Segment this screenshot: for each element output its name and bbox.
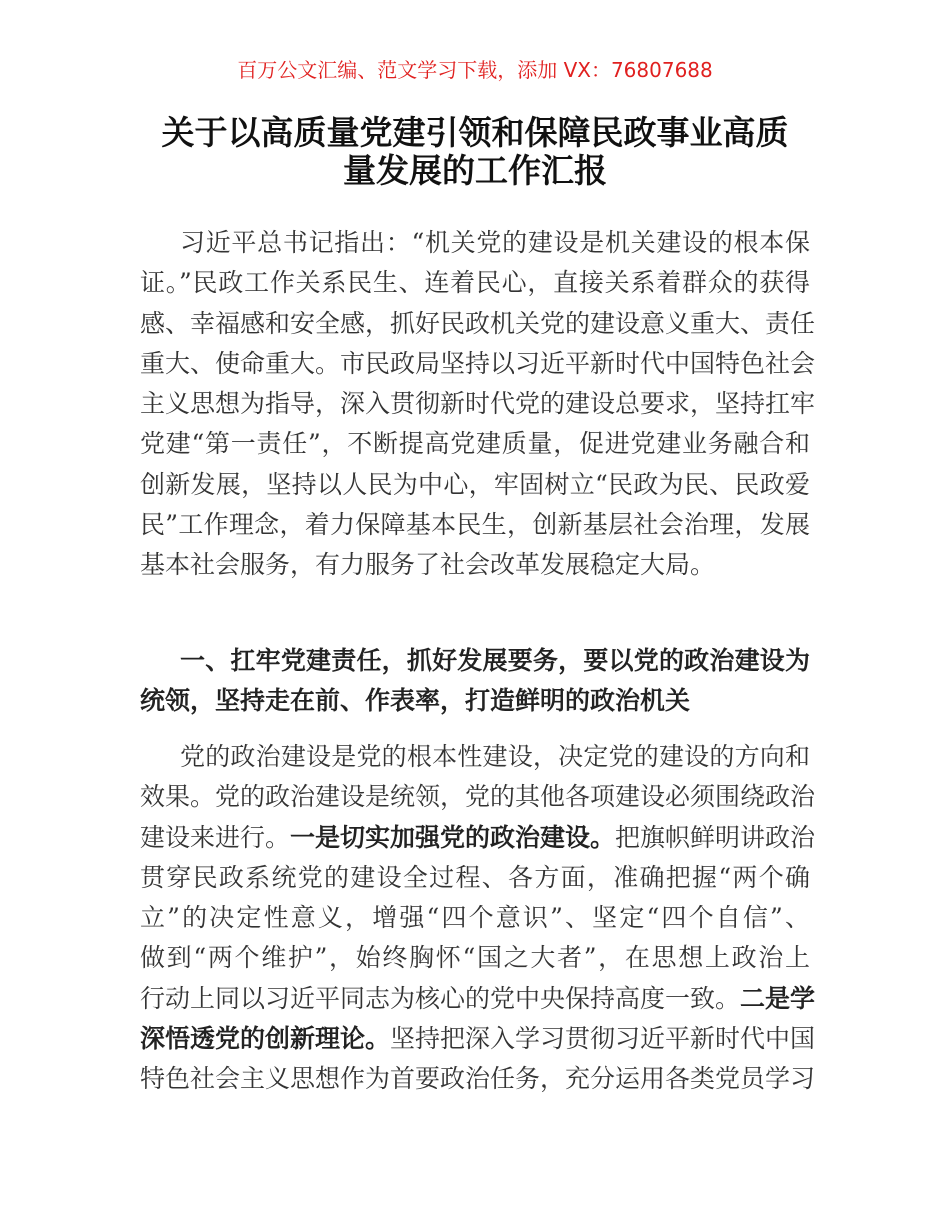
- watermark-banner: 百万公文汇编、范文学习下载，添加 VX：76807688: [237, 58, 713, 82]
- text-run: 重大、使命重大。市民政局坚持以习近平新时代中国特色社会: [140, 348, 816, 378]
- title-line: 量发展的工作汇报: [343, 151, 607, 190]
- text-line: [140, 384, 816, 424]
- text-run: 行动上同以习近平同志为核心的党中央保持高度一致。: [140, 983, 741, 1013]
- text-run: 基本社会服务，有力服务了社会改革发展稳定大局。: [140, 550, 716, 580]
- document-title: [140, 114, 810, 190]
- text-run: 立”的决定性意义，增强“四个意识”、坚定“四个自信”、: [140, 903, 810, 933]
- title-line: 关于以高质量党建引领和保障民政事业高质: [161, 113, 789, 152]
- text-line: [140, 465, 810, 505]
- text-run: 证。”民政工作关系民生、连着民心，直接关系着群众的获得: [140, 268, 810, 298]
- text-line: [140, 344, 816, 384]
- text-run: 做到“两个维护”，始终胸怀“国之大者”，在思想上政治上: [140, 943, 810, 973]
- paragraph-intro: [140, 223, 816, 586]
- text-line: [140, 681, 810, 721]
- text-line: [140, 545, 810, 585]
- text-line: [140, 223, 810, 263]
- text-run: 创新发展，坚持以人民为中心，牢固树立“民政为民、民政爱: [140, 469, 810, 499]
- text-run: 建设来进行。: [140, 822, 291, 852]
- text-run: 党的政治建设是党的根本性建设，决定党的建设的方向和: [180, 742, 810, 771]
- text-line: [140, 1019, 816, 1059]
- text-line: [140, 777, 816, 817]
- text-line: [140, 979, 816, 1019]
- text-line: [140, 263, 810, 303]
- text-line: [140, 737, 810, 777]
- text-line: [140, 938, 810, 978]
- text-run: 效果。党的政治建设是统领，党的其他各项建设必须围绕政治: [140, 782, 816, 812]
- text-run: 主义思想为指导，深入贯彻新时代党的建设总要求，坚持扛牢: [140, 389, 816, 419]
- text-line: [140, 304, 816, 344]
- text-line: [140, 424, 810, 464]
- paragraph-section-1: [140, 737, 816, 1100]
- bold-text: 一是切实加强党的政治建设。: [290, 822, 616, 852]
- text-line: [140, 505, 810, 545]
- text-run: 感、幸福感和安全感，抓好民政机关党的建设意义重大、责任: [140, 308, 816, 338]
- text-run: 民”工作理念，着力保障基本民生，创新基层社会治理，发展: [140, 510, 810, 540]
- text-run: 特色社会主义思想作为首要政治任务，充分运用各类党员学习: [140, 1064, 816, 1094]
- text-line: [140, 818, 816, 858]
- text-line: [140, 641, 810, 681]
- bold-text: 统领，坚持走在前、作表率，打造鲜明的政治机关: [140, 686, 691, 716]
- bold-text: 二是学: [740, 983, 816, 1013]
- text-run: 把旗帜鲜明讲政治: [615, 822, 816, 852]
- text-run: 党建“第一责任”，不断提高党建质量，促进党建业务融合和: [140, 429, 810, 459]
- text-run: 坚持把深入学习贯彻习近平新时代中国: [390, 1024, 816, 1054]
- text-run: 贯穿民政系统党的建设全过程、各方面，准确把握“两个确: [140, 862, 810, 892]
- text-line: [140, 898, 810, 938]
- section-heading-1: [140, 641, 810, 722]
- bold-text: 深悟透党的创新理论。: [140, 1024, 391, 1054]
- text-line: [140, 858, 810, 898]
- text-run: 习近平总书记指出：“机关党的建设是机关建设的根本保: [180, 228, 810, 257]
- text-line: [140, 1059, 816, 1099]
- bold-text: 一、扛牢党建责任，抓好发展要务，要以党的政治建设为: [180, 646, 810, 675]
